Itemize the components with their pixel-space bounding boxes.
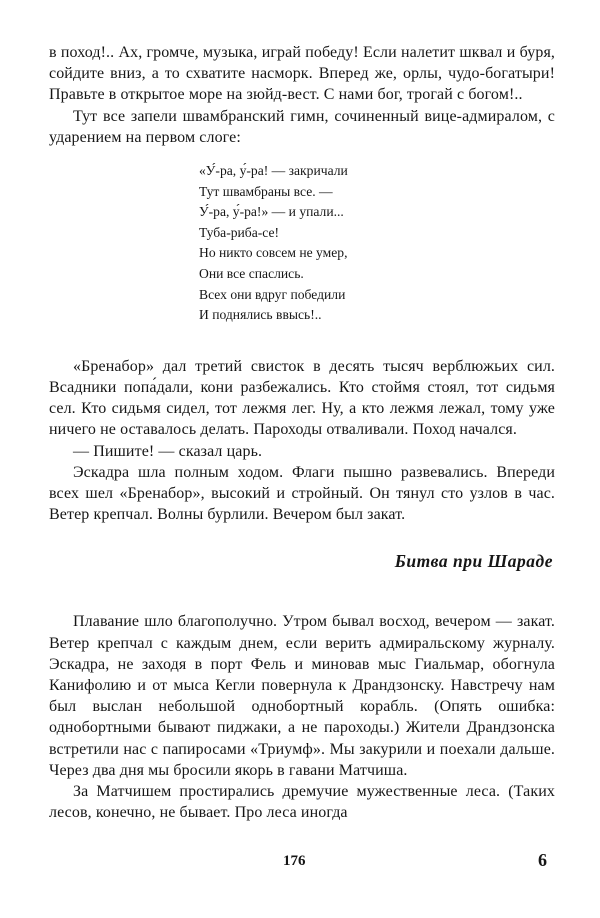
poem-line: Но никто совсем не умер,: [199, 245, 348, 261]
paragraph-2: Тут все запели швамбранский гимн, сочиненный вице-адмиралом, с ударением на первом слоге:: [49, 107, 555, 146]
paragraph-7: За Матчишем простирались дремучие мужественные леса. (Таких лесов, конечно, не бывает. Про леса иногда: [49, 783, 555, 822]
anthem-poem: [199, 161, 555, 326]
page-footer: [0, 850, 600, 883]
poem-line: У́-ра, у́-ра!» — и упали...: [199, 204, 344, 220]
paragraph-6: Плавание шло благополучно. Утром бывал восход, вечером — закат. Ветер крепчал с каждым днем, если верить адмиральскому журналу. Эскадра, не заходя в порт Фель и миновав мыс Гиальмар, обогнула Канифолию и от мыса Кегли повернула к Драндзонску. Навстречу нам был выслан небольшой однобортный корабль. (Опять ошибка: однобортными бывают пиджаки, а не пароходы.) Жители Драндзонска встретили нас с папиросами «Триумф». Мы закурили и поехали дальше. Через два дня мы бросили якорь в гавани Матчиша.: [49, 613, 555, 779]
paragraph-1: в поход!.. Ах, громче, музыка, играй победу! Если налетит шквал и буря, сойдите вниз, а то схватите насморк. Вперед же, орлы, чудо-богатыри! Правьте в открытое море на зюйд-вест. С нами бог, трогай с богом!..: [49, 44, 555, 104]
paragraph-3: «Бренабор» дал третий свисток в десять тысяч верблюжьих сил. Всадники попа́дали, кони разбежались. Кто стоймя стоял, тот сидьмя сел. Кто сидьмя сидел, тот лежмя лег. Ну, а кто лежмя лежал, тому уже ничего не оставалось делать. Пароходы отваливали. Поход начался.: [49, 357, 555, 439]
paragraph-4: — Пишите! — сказал царь.: [73, 442, 263, 460]
poem-line: Туба-риба-се!: [199, 224, 280, 240]
signature-mark: 6: [538, 850, 547, 870]
poem-line: «У́-ра, у́-ра! — закричали: [199, 163, 348, 179]
poem-line: Они все спаслись.: [199, 265, 304, 281]
poem-line: И поднялись ввысь!..: [199, 307, 322, 323]
page-body: [49, 42, 555, 823]
paragraph-5: Эскадра шла полным ходом. Флаги пышно развевались. Впереди всех шел «Бренабор», высокий и стройный. Он тянул сто узлов в час. Ветер крепчал. Волны бурлили. Вечером был закат.: [49, 463, 555, 524]
poem-line: Всех они вдруг победили: [199, 286, 346, 302]
section-heading: Битва при Шараде: [394, 551, 553, 572]
page-number: 176: [283, 853, 306, 869]
poem-line: Тут швамбраны все. —: [199, 183, 333, 199]
